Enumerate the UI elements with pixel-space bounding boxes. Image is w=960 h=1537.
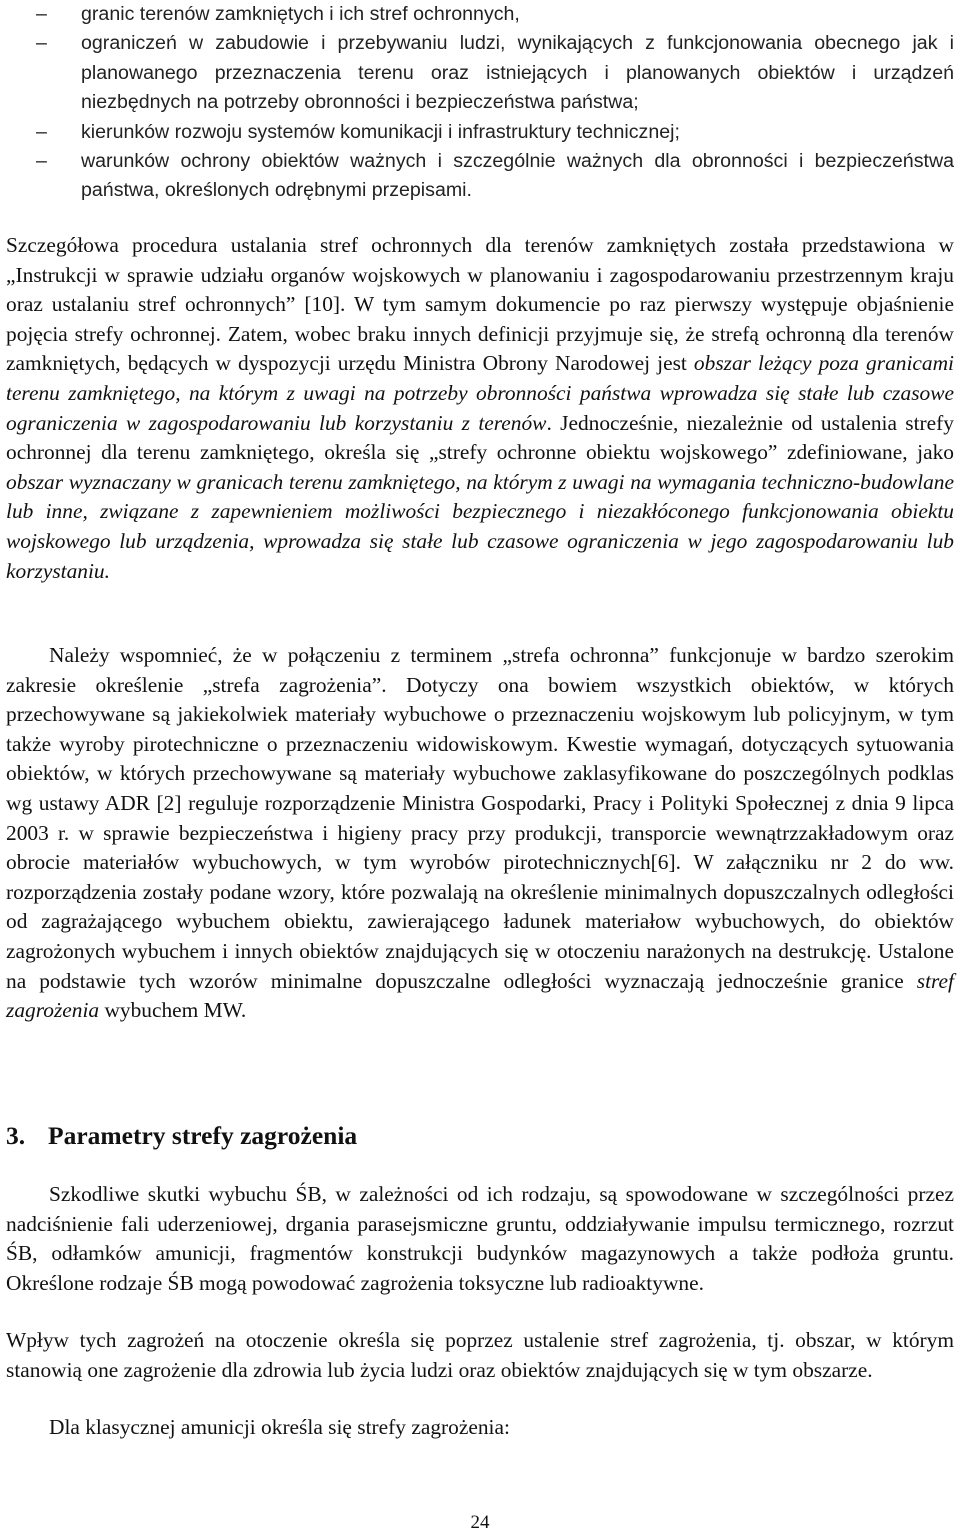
paragraph-text: . Jednocześnie, niezależnie od ustalenia strefy ochronnej dla terenu zamkniętego, określa się „strefy ochronne obiektu wojskowego” zdefiniowane, jako bbox=[6, 410, 954, 465]
page-number: 24 bbox=[470, 1512, 490, 1533]
list-item bbox=[0, 29, 960, 117]
dash-bullet: – bbox=[36, 120, 47, 143]
dash-list bbox=[0, 0, 960, 206]
paragraph-classic-ammunition: Dla klasycznej amunicji określa się strefy zagrożenia: bbox=[49, 1415, 510, 1439]
paragraph-hazard-zone bbox=[6, 641, 954, 1026]
term-italic: stref zagrożenia bbox=[6, 968, 954, 1023]
dash-bullet: – bbox=[36, 3, 47, 25]
paragraph-text: wybuchem MW. bbox=[99, 998, 247, 1023]
paragraph-text: Należy wspomnieć, że w połączeniu z terminem „strefa ochronna” funkcjonuje w bardzo szerokim zakresie określenie „strefa zagrożenia”. Dotyczy ona bowiem wszystkich obiektów, w których przechowywane są jakiekolwiek materiały wybuchowe o przeznaczeniu wojskowym lub policyjnym, w tym także wyroby pirotechniczne o przeznaczeniu widowiskowym. Kwestie wymagań, dotyczących sytuowania obiektów, w których przechowywane są materiały wybuchowe zaklasyfikowane do poszczególnych podklas wg ustawy ADR [2] reguluje rozporządzenie Ministra Gospodarki, Pracy i Polityki Społecznej z dnia 9 lipca 2003 r. w sprawie bezpieczeństwa i higieny pracy przy produkcji, transporcie wewnątrzzakładowym oraz obrocie materiałów wybuchowych, w tym wyrobów pirotechnicznych[6]. W załączniku nr 2 do ww. rozporządzenia zostały podane wzory, które pozwalają na określenie minimalnych dopuszczalnych odległości od zagrażającego wybuchem obiektu, zawierającego ładunek materiałow wybuchowych, do obiektów zagrożonych wybuchem i innych obiektów znajdujących się w otoczeniu narażonych na destrukcję. Ustalone na podstawie tych wzorów minimalne dopuszczalne odległości wyznaczają jednocześnie granice bbox=[6, 643, 954, 993]
paragraph-impact: Wpływ tych zagrożeń na otoczenie określa się poprzez ustalenie stref zagrożenia, tj. obszar, w którym stanowią one zagrożenie dla zdrowia lub życia ludzi oraz obiektów znajdujących się w tym obszarze. bbox=[6, 1328, 954, 1382]
list-item-text: kierunków rozwoju systemów komunikacji i infrastruktury technicznej; bbox=[81, 120, 680, 143]
section-heading bbox=[6, 1121, 357, 1151]
list-item bbox=[0, 147, 960, 206]
list-item bbox=[0, 0, 960, 29]
section-number: 3. bbox=[6, 1121, 26, 1150]
paragraph-harmful-effects: Szkodliwe skutki wybuchu ŚB, w zależności od ich rodzaju, są spowodowane w szczególności przez nadciśnienie fali uderzeniowej, drgania parasejsmiczne gruntu, oddziaływanie impulsu termicznego, rozrzut ŚB, odłamków amunicji, fragmentów konstrukcji budynków magazynowych a także podłoża gruntu. Określone rodzaje ŚB mogą powodować zagrożenia toksyczne lub radioaktywne. bbox=[6, 1182, 954, 1295]
list-item-text: warunków ochrony obiektów ważnych i szczególnie ważnych dla obronności i bezpieczeństwa państwa, określonych odrębnymi przepisami. bbox=[81, 150, 954, 202]
section-title: Parametry strefy zagrożenia bbox=[48, 1121, 358, 1150]
list-item bbox=[0, 118, 960, 147]
definition-italic: obszar leżący poza granicami terenu zamkniętego, na którym z uwagi na potrzeby obronności państwa wprowadza się stałe lub czasowe ograniczenia w zagospodarowaniu lub korzystaniu z terenów bbox=[6, 351, 954, 435]
paragraph-text: Szczegółowa procedura ustalania stref ochronnych dla terenów zamkniętych została przedstawiona w „Instrukcji w sprawie udziału organów wojskowych w planowaniu i zagospodarowaniu przestrzennym kraju oraz ustalaniu stref ochronnych” [10]. W tym samym dokumencie po raz pierwszy występuje objaśnienie pojęcia strefy ochronnej. Zatem, wobec braku innych definicji przyjmuje się, że strefą ochronną dla terenów zamkniętych, będących w dyspozycji urzędu Ministra Obrony Narodowej jest bbox=[6, 233, 954, 376]
dash-bullet: – bbox=[36, 150, 47, 173]
list-item-text: granic terenów zamkniętych i ich stref ochronnych, bbox=[81, 3, 520, 25]
list-item-text: ograniczeń w zabudowie i przebywaniu ludzi, wynikających z funkcjonowania obecnego jak i planowanego przeznaczenia terenu oraz istniejących i planowanych obiektów i urządzeń niezbędnych na potrzeby obronności i bezpieczeństwa państwa; bbox=[81, 32, 954, 114]
definition-italic: obszar wyznaczany w granicach terenu zamkniętego, na którym z uwagi na wymagania techniczno-budowlane lub inne, związane z zapewnieniem możliwości bezpiecznego i niezakłóconego funkcjonowania obiektu wojskowego lub urządzenia, wprowadza się stałe lub czasowe ograniczenia w jego zagospodarowaniu lub korzystaniu. bbox=[6, 469, 954, 583]
dash-bullet: – bbox=[36, 32, 47, 55]
paragraph-protective-zones bbox=[6, 231, 954, 586]
